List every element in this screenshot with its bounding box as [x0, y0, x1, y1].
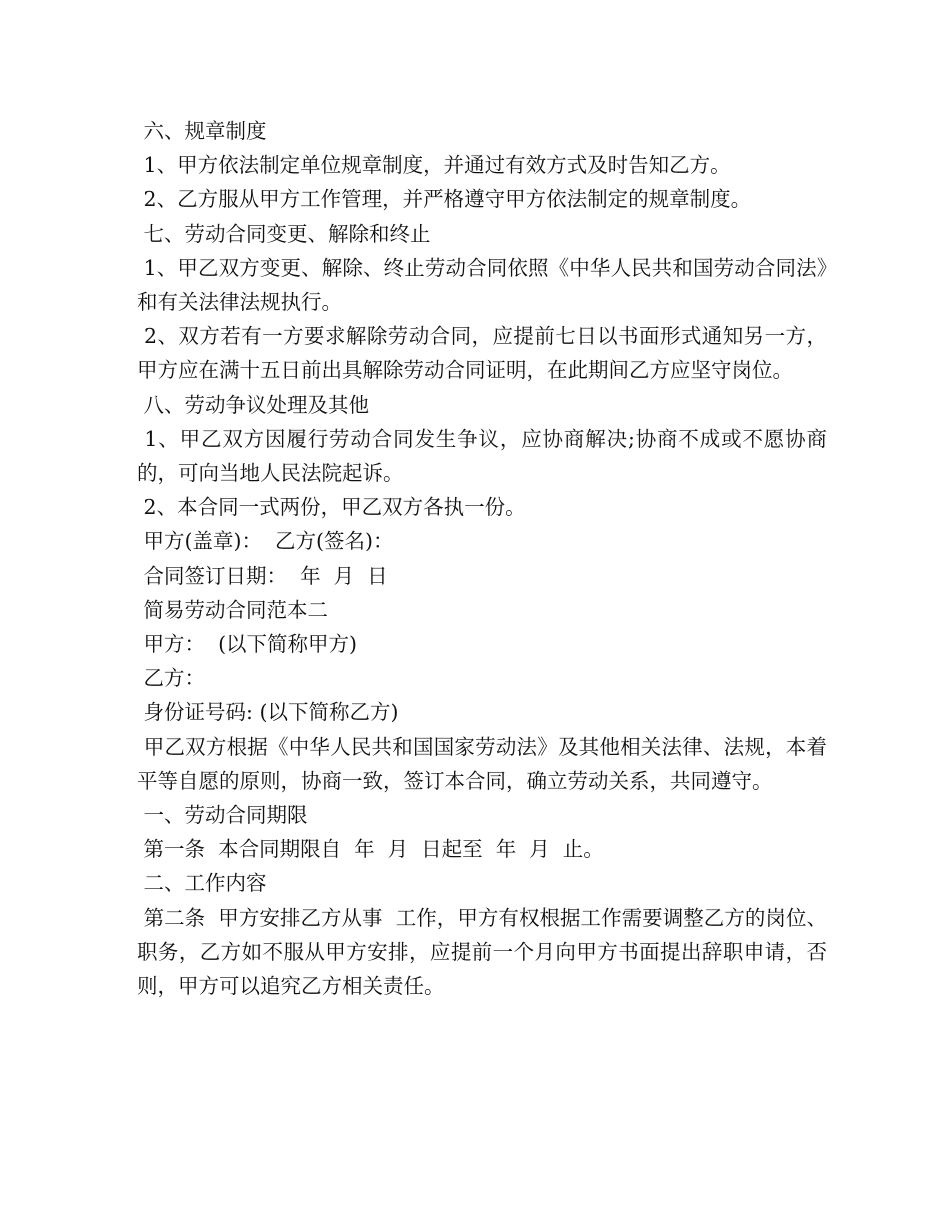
section-heading-disputes: 八、劳动争议处理及其他: [137, 392, 370, 417]
template-title: 简易劳动合同范本二: [137, 597, 329, 622]
paragraph: 2、乙方服从甲方工作管理，并严格遵守甲方依法制定的规章制度。: [137, 187, 752, 212]
section-heading-rules: 六、规章制度: [137, 119, 267, 143]
paragraph: 1、甲乙双方变更、解除、终止劳动合同依照《中华人民共和国劳动合同法》和有关法律法规执行。: [137, 255, 827, 315]
paragraph: 1、甲乙双方因履行劳动合同发生争议，应协商解决;协商不成或不愿协商的，可向当地人民法院起诉。: [137, 426, 827, 486]
party-a-line: 甲方： (以下简称甲方): [137, 632, 358, 657]
paragraph: 甲乙双方根据《中华人民共和国国家劳动法》及其他相关法律、法规，本着平等自愿的原则，协商一致，签订本合同，确立劳动关系，共同遵守。: [137, 734, 827, 793]
section-heading-contract-changes: 七、劳动合同变更、解除和终止: [137, 221, 431, 246]
section-heading-term: 一、劳动合同期限: [137, 803, 308, 828]
article-two: 第二条 甲方安排乙方从事 工作，甲方有权根据工作需要调整乙方的岗位、职务，乙方如不服从甲方安排，应提前一个月向甲方书面提出辞职申请，否则，甲方可以追究乙方相关责任。: [137, 905, 827, 999]
signature-line: 甲方(盖章)： 乙方(签名)：: [137, 529, 394, 554]
section-heading-work-content: 二、工作内容: [137, 871, 267, 896]
article-one: 第一条 本合同期限自 年 月 日起至 年 月 止。: [137, 837, 604, 862]
document-body: [137, 114, 827, 1003]
paragraph: 1、甲方依法制定单位规章制度，并通过有效方式及时告知乙方。: [137, 153, 731, 178]
id-number-line: 身份证号码: (以下简称乙方): [137, 700, 399, 725]
signing-date-line: 合同签订日期： 年 月 日: [137, 563, 388, 588]
party-b-line: 乙方：: [137, 666, 206, 691]
paragraph: 2、本合同一式两份，甲乙双方各执一份。: [137, 495, 526, 520]
paragraph: 2、双方若有一方要求解除劳动合同，应提前七日以书面形式通知另一方，甲方应在满十五日前出具解除劳动合同证明，在此期间乙方应坚守岗位。: [137, 324, 827, 383]
